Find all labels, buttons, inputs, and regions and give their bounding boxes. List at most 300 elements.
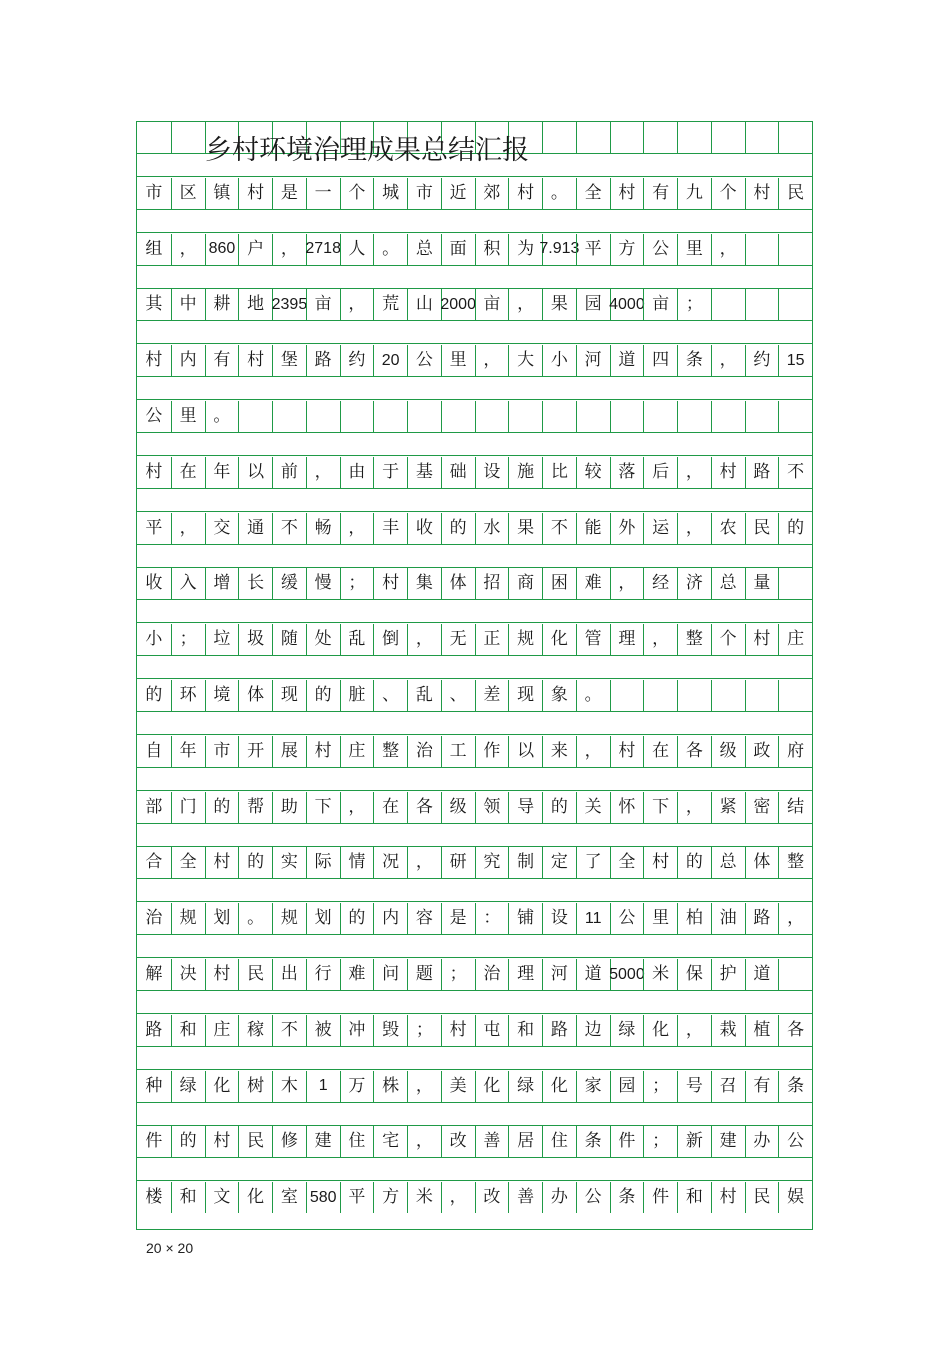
title-cell [137, 122, 171, 153]
grid-cell: 荒 [373, 289, 407, 320]
row-spacer [137, 376, 812, 400]
grid-cell: 收 [407, 513, 441, 544]
grid-cell: 规 [272, 903, 306, 934]
grid-cell: 里 [677, 234, 711, 265]
grid-cell: 各 [407, 792, 441, 823]
grid-cell: 植 [745, 1015, 779, 1046]
grid-cell: 村 [238, 178, 272, 209]
text-row [137, 345, 812, 376]
grid-cell: 护 [711, 959, 745, 990]
grid-cell: 树 [238, 1071, 272, 1102]
grid-cell: 住 [340, 1126, 374, 1157]
grid-cell: 河 [542, 959, 576, 990]
grid-cell: 。 [238, 903, 272, 934]
grid-cell: 村 [643, 847, 677, 878]
grid-cell: 积 [475, 234, 509, 265]
text-row [137, 289, 812, 320]
grid-cell: 改 [441, 1126, 475, 1157]
text-row [137, 792, 812, 823]
grid-cell: 20 [373, 345, 407, 376]
row-spacer [137, 823, 812, 847]
grid-cell: 助 [272, 792, 306, 823]
grid-cell: ， [340, 792, 374, 823]
grid-cell: 的 [542, 792, 576, 823]
grid-cell [745, 680, 779, 711]
grid-cell: 开 [238, 736, 272, 767]
grid-cell: ， [407, 1126, 441, 1157]
grid-cell: 2000 [441, 289, 475, 320]
grid-cell: 4000 [610, 289, 644, 320]
grid-cell: 堡 [272, 345, 306, 376]
grid-cell: 各 [778, 1015, 812, 1046]
grid-cell: 果 [508, 513, 542, 544]
grid-cell: 株 [373, 1071, 407, 1102]
grid-cell: 能 [576, 513, 610, 544]
grid-cell [778, 680, 812, 711]
grid-cell [643, 401, 677, 432]
grid-cell: 条 [610, 1182, 644, 1213]
grid-cell: 年 [205, 457, 239, 488]
row-spacer [137, 990, 812, 1014]
grid-cell [272, 401, 306, 432]
grid-cell: 化 [475, 1071, 509, 1102]
grid-cell: 建 [711, 1126, 745, 1157]
grid-cell: 公 [407, 345, 441, 376]
grid-cell: 园 [610, 1071, 644, 1102]
grid-cell: 民 [778, 178, 812, 209]
grid-cell: 解 [145, 964, 163, 984]
grid-cell: 镇 [205, 178, 239, 209]
grid-cell: 村 [145, 350, 163, 371]
grid-cell: 缓 [272, 568, 306, 599]
grid-cell: 各 [677, 736, 711, 767]
grid-cell: 量 [745, 568, 779, 599]
grid-cell: 个 [711, 624, 745, 655]
grid-cell: 划 [306, 903, 340, 934]
grid-cell: 的 [171, 1126, 205, 1157]
grid-cell: 化 [643, 1015, 677, 1046]
row-spacer [137, 878, 812, 902]
row-spacer [137, 432, 812, 456]
grid-cell: 村 [508, 178, 542, 209]
grid-cell: 四 [643, 345, 677, 376]
grid-cell: 体 [238, 680, 272, 711]
grid-cell: 民 [745, 1182, 779, 1213]
grid-cell: 2718 [306, 234, 340, 265]
title-cell [778, 122, 812, 153]
text-row [137, 401, 812, 432]
grid-cell: 村 [205, 959, 239, 990]
grid-cell: 级 [711, 736, 745, 767]
row-spacer [137, 711, 812, 735]
row-spacer [137, 1102, 812, 1126]
grid-cell [475, 401, 509, 432]
row-spacer [137, 209, 812, 233]
grid-cell: 治 [145, 908, 163, 929]
document-title: 乡村环境治理成果总结汇报 [205, 135, 529, 166]
grid-cell: 亩 [306, 289, 340, 320]
grid-cell: ， [677, 513, 711, 544]
grid-cell: 导 [508, 792, 542, 823]
grid-cell: ； [340, 568, 374, 599]
grid-cell: 号 [677, 1071, 711, 1102]
grid-cell: 米 [643, 959, 677, 990]
grid-cell: 的 [340, 903, 374, 934]
grid-cell: 改 [475, 1182, 509, 1213]
grid-cell: 乱 [340, 624, 374, 655]
grid-cell [778, 959, 812, 990]
grid-cell [711, 401, 745, 432]
grid-cell: 定 [542, 847, 576, 878]
grid-cell: ； [171, 624, 205, 655]
grid-cell: 由 [340, 457, 374, 488]
grid-cell [778, 568, 812, 599]
grid-cell: 村 [745, 624, 779, 655]
title-cell [576, 122, 610, 153]
grid-cell: 屯 [475, 1015, 509, 1046]
grid-cell: 公 [778, 1126, 812, 1157]
grid-cell: ； [643, 1071, 677, 1102]
grid-cell: 村 [205, 1126, 239, 1157]
grid-cell: 被 [306, 1015, 340, 1046]
grid-cell: 民 [238, 959, 272, 990]
row-spacer [137, 265, 812, 289]
grid-cell: 慢 [306, 568, 340, 599]
grid-cell: 治 [407, 736, 441, 767]
grid-cell: 的 [677, 847, 711, 878]
grid-cell: 村 [145, 461, 163, 482]
grid-cell: ； [677, 289, 711, 320]
grid-cell [711, 289, 745, 320]
grid-cell: 种 [145, 1075, 163, 1096]
grid-cell: 内 [373, 903, 407, 934]
grid-cell [610, 680, 644, 711]
grid-cell: 楼 [145, 1187, 163, 1208]
grid-cell: 化 [238, 1182, 272, 1213]
grid-cell: 决 [171, 959, 205, 990]
grid-cell: 收 [145, 573, 163, 594]
title-cell [542, 122, 576, 153]
grid-cell: 下 [643, 792, 677, 823]
text-row [137, 234, 812, 265]
title-cell [677, 122, 711, 153]
grid-cell: ， [576, 736, 610, 767]
grid-cell: 现 [508, 680, 542, 711]
grid-cell: 村 [711, 457, 745, 488]
grid-cell: 村 [610, 736, 644, 767]
grid-cell: 难 [340, 959, 374, 990]
grid-cell [508, 401, 542, 432]
grid-cell: 道 [610, 345, 644, 376]
grid-cell: 方 [373, 1182, 407, 1213]
grid-cell: 办 [745, 1126, 779, 1157]
text-row [137, 1015, 812, 1046]
grid-cell: 困 [542, 568, 576, 599]
grid-cell: 农 [711, 513, 745, 544]
grid-cell: 和 [508, 1015, 542, 1046]
grid-cell: 平 [340, 1182, 374, 1213]
text-row [137, 1071, 812, 1102]
grid-cell: 木 [272, 1071, 306, 1102]
grid-cell: 于 [373, 457, 407, 488]
grid-cell: 不 [272, 1015, 306, 1046]
grid-cell: 的 [778, 513, 812, 544]
grid-cell: 圾 [238, 624, 272, 655]
grid-cell: 市 [205, 736, 239, 767]
grid-cell: ， [643, 624, 677, 655]
grid-cell: 万 [340, 1071, 374, 1102]
title-row [137, 122, 812, 166]
grid-cell: 究 [475, 847, 509, 878]
grid-cell: 门 [171, 792, 205, 823]
grid-cell: 居 [508, 1126, 542, 1157]
grid-cell: 整 [677, 624, 711, 655]
grid-cell: ； [407, 1015, 441, 1046]
grid-cell: 平 [145, 517, 163, 538]
grid-cell: 和 [677, 1182, 711, 1213]
text-row [137, 513, 812, 544]
grid-cell: ， [475, 345, 509, 376]
grid-cell [643, 680, 677, 711]
grid-cell: 铺 [508, 903, 542, 934]
grid-cell: ， [171, 513, 205, 544]
grid-cell: 庄 [205, 1015, 239, 1046]
row-spacer [137, 599, 812, 623]
grid-cell: 。 [373, 234, 407, 265]
grid-cell: 的 [145, 685, 163, 705]
grid-cell: 件 [610, 1126, 644, 1157]
grid-cell [238, 401, 272, 432]
row-spacer [137, 934, 812, 958]
grid-cell: 15 [778, 345, 812, 376]
grid-cell: 正 [475, 624, 509, 655]
grid-cell: 不 [542, 513, 576, 544]
grid-cell: 组 [145, 238, 163, 259]
grid-cell [677, 401, 711, 432]
grid-cell: 小 [145, 629, 163, 650]
grid-cell: ； [643, 1126, 677, 1157]
grid-cell: ， [272, 234, 306, 265]
grid-cell: 怀 [610, 792, 644, 823]
grid-cell: 外 [610, 513, 644, 544]
grid-cell: 整 [373, 736, 407, 767]
grid-cell: 制 [508, 847, 542, 878]
grid-cell: 860 [205, 234, 239, 265]
grid-cell: 件 [145, 1131, 163, 1152]
grid-cell: 里 [643, 903, 677, 934]
grid-size-label: 20 × 20 [146, 1240, 194, 1256]
grid-cell: 脏 [340, 680, 374, 711]
grid-cell: 建 [306, 1126, 340, 1157]
grid-cell: 住 [542, 1126, 576, 1157]
grid-cell: 年 [171, 736, 205, 767]
grid-cell: 市 [407, 178, 441, 209]
grid-cell: 总 [711, 568, 745, 599]
grid-cell: 路 [542, 1015, 576, 1046]
grid-cell: 村 [711, 1182, 745, 1213]
grid-cell: 级 [441, 792, 475, 823]
grid-cell: 路 [745, 903, 779, 934]
grid-cell: 比 [542, 457, 576, 488]
grid-cell [340, 401, 374, 432]
grid-cell: 展 [272, 736, 306, 767]
grid-cell: 商 [508, 568, 542, 599]
grid-cell: 况 [373, 847, 407, 878]
grid-cell: 。 [576, 680, 610, 711]
grid-cell: 召 [711, 1071, 745, 1102]
grid-cell: 无 [441, 624, 475, 655]
grid-cell: 山 [407, 289, 441, 320]
grid-cell: 畅 [306, 513, 340, 544]
grid-cell: 绿 [610, 1015, 644, 1046]
grid-cell [677, 680, 711, 711]
grid-cell: 米 [407, 1182, 441, 1213]
grid-cell: 合 [145, 852, 163, 873]
grid-cell: 落 [610, 457, 644, 488]
grid-cell: 紧 [711, 792, 745, 823]
grid-cell: 不 [272, 513, 306, 544]
grid-cell: ； [441, 959, 475, 990]
grid-cell: 公 [145, 406, 163, 426]
grid-cell: 丰 [373, 513, 407, 544]
grid-cell: 治 [475, 959, 509, 990]
grid-cell: 结 [778, 792, 812, 823]
grid-cell: 关 [576, 792, 610, 823]
grid-cell: 整 [778, 847, 812, 878]
grid-cell: 村 [610, 178, 644, 209]
grid-cell: 基 [407, 457, 441, 488]
grid-cell [441, 401, 475, 432]
grid-cell: 公 [576, 1182, 610, 1213]
grid-cell: 经 [643, 568, 677, 599]
grid-cell: 行 [306, 959, 340, 990]
row-spacer [137, 544, 812, 568]
grid-cell: 化 [542, 1071, 576, 1102]
grid-cell: 后 [643, 457, 677, 488]
grid-cell: 办 [542, 1182, 576, 1213]
grid-cell: 冲 [340, 1015, 374, 1046]
row-spacer [137, 488, 812, 512]
title-cell [711, 122, 745, 153]
grid-cell: 约 [745, 345, 779, 376]
grid-cell: 招 [475, 568, 509, 599]
text-row [137, 959, 812, 990]
grid-cell: 倒 [373, 624, 407, 655]
grid-cell: ， [171, 234, 205, 265]
grid-cell: 河 [576, 345, 610, 376]
grid-cell: 善 [508, 1182, 542, 1213]
grid-cell: ， [407, 624, 441, 655]
grid-cell: 大 [508, 345, 542, 376]
grid-cell: 的 [306, 680, 340, 711]
grid-cell: 善 [475, 1126, 509, 1157]
text-row [137, 680, 812, 711]
grid-cell: 其 [145, 294, 163, 315]
grid-cell: 总 [407, 234, 441, 265]
grid-cell: 随 [272, 624, 306, 655]
grid-cell [306, 401, 340, 432]
grid-cell: 条 [677, 345, 711, 376]
text-row [137, 568, 812, 599]
grid-cell: 绿 [508, 1071, 542, 1102]
grid-cell: 公 [643, 234, 677, 265]
grid-cell: 580 [306, 1182, 340, 1213]
grid-cell: 城 [373, 178, 407, 209]
grid-cell: 交 [205, 513, 239, 544]
grid-cell: 有 [205, 345, 239, 376]
grid-cell: 娱 [778, 1182, 812, 1213]
grid-cell: 村 [441, 1015, 475, 1046]
text-row [137, 457, 812, 488]
grid-cell: 稼 [238, 1015, 272, 1046]
grid-cell: 际 [306, 847, 340, 878]
grid-cell: 九 [677, 178, 711, 209]
grid-cell: 里 [171, 401, 205, 432]
grid-cell: 理 [508, 959, 542, 990]
grid-cell: 水 [475, 513, 509, 544]
grid-cell [778, 289, 812, 320]
grid-cell: 为 [508, 234, 542, 265]
text-row [137, 847, 812, 878]
grid-cell: 体 [745, 847, 779, 878]
grid-cell: 民 [745, 513, 779, 544]
grid-cell: 规 [171, 903, 205, 934]
grid-cell: 总 [711, 847, 745, 878]
grid-cell: 规 [508, 624, 542, 655]
grid-cell: ， [610, 568, 644, 599]
grid-cell: 人 [340, 234, 374, 265]
grid-cell: 一 [306, 178, 340, 209]
grid-cell: 庄 [778, 624, 812, 655]
grid-cell: 。 [205, 401, 239, 432]
grid-cell: 设 [475, 457, 509, 488]
grid-cell [778, 401, 812, 432]
row-spacer [137, 320, 812, 344]
grid-cell: 果 [542, 289, 576, 320]
grid-cell: 较 [576, 457, 610, 488]
grid-cell: 府 [778, 736, 812, 767]
grid-cell: ， [677, 792, 711, 823]
grid-cell: 象 [542, 680, 576, 711]
grid-cell: 了 [576, 847, 610, 878]
grid-cell: 处 [306, 624, 340, 655]
grid-cell [610, 401, 644, 432]
grid-cell: 油 [711, 903, 745, 934]
grid-cell: ， [711, 234, 745, 265]
grid-cell: 情 [340, 847, 374, 878]
grid-cell: ， [711, 345, 745, 376]
grid-cell: 11 [576, 903, 610, 934]
title-cell [745, 122, 779, 153]
text-row [137, 1182, 812, 1213]
grid-cell: 美 [441, 1071, 475, 1102]
grid-cell: 新 [677, 1126, 711, 1157]
grid-cell: ， [677, 1015, 711, 1046]
grid-cell: 问 [373, 959, 407, 990]
title-cell [643, 122, 677, 153]
grid-cell: 来 [542, 736, 576, 767]
grid-cell: 保 [677, 959, 711, 990]
grid-cell: 条 [778, 1071, 812, 1102]
grid-cell: 是 [272, 178, 306, 209]
grid-cell: 、 [373, 680, 407, 711]
grid-cell: ， [778, 903, 812, 934]
grid-cell: 全 [171, 847, 205, 878]
grid-cell: 、 [441, 680, 475, 711]
grid-cell: 公 [610, 903, 644, 934]
grid-cell: 市 [145, 182, 163, 203]
grid-cell: 柏 [677, 903, 711, 934]
